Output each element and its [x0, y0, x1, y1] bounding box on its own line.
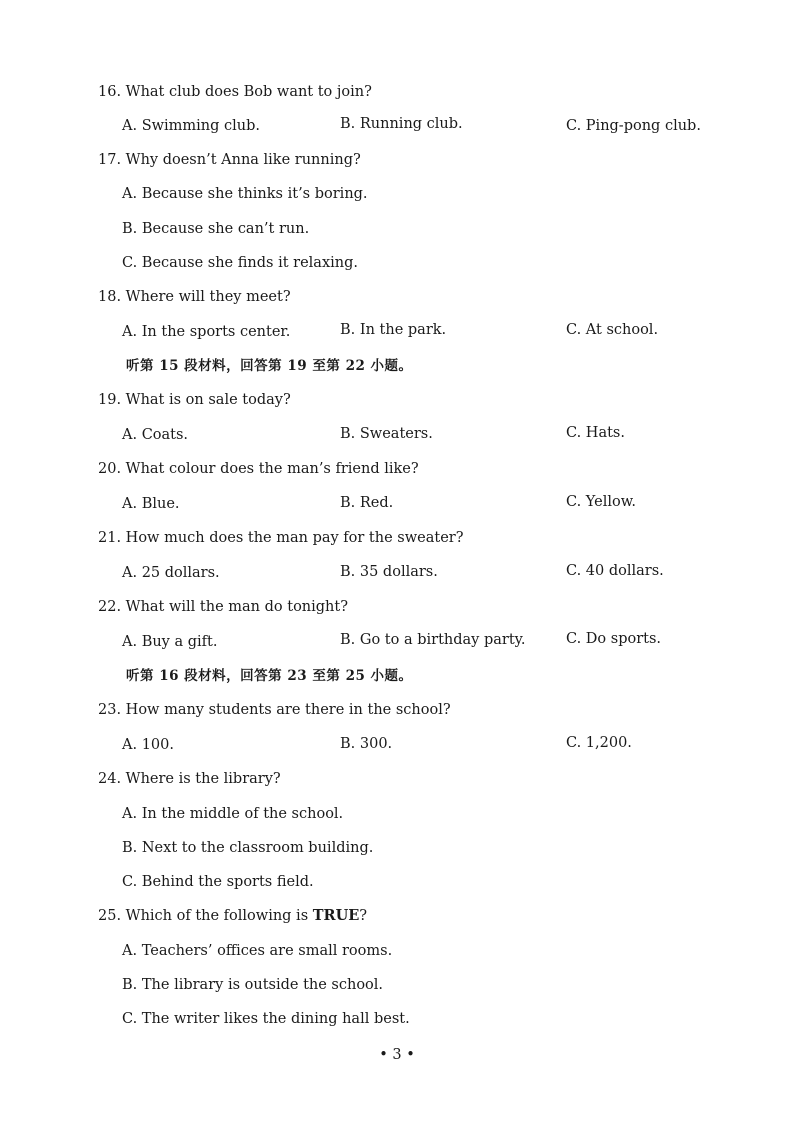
question-text-prefix: Which of the following is — [125, 908, 313, 924]
question-text-suffix: ? — [359, 908, 368, 924]
question-21-stem — [98, 528, 463, 548]
question-25-option-c: C. The writer likes the dining hall best. — [122, 1011, 410, 1027]
question-19-option-c: C. Hats. — [566, 425, 625, 441]
question-number: 22. — [98, 599, 122, 615]
question-number: 19. — [98, 392, 122, 408]
question-number: 25. — [98, 908, 122, 924]
question-20-option-b: B. Red. — [340, 495, 394, 511]
question-17-option-c: C. Because she finds it relaxing. — [122, 255, 358, 271]
question-23-stem — [98, 700, 451, 720]
question-22-option-c: C. Do sports. — [566, 631, 662, 647]
question-number: 21. — [98, 530, 122, 546]
question-number: 24. — [98, 771, 122, 787]
question-24-option-c: C. Behind the sports field. — [122, 874, 314, 890]
question-text: How much does the man pay for the sweater? — [125, 530, 464, 546]
question-17-option-b: B. Because she can’t run. — [122, 221, 310, 237]
section-heading-passage-15: 听第 15 段材料，回答第 19 至第 22 小题。 — [126, 358, 413, 374]
question-text: Where is the library? — [125, 771, 281, 787]
question-number: 17. — [98, 152, 122, 168]
question-22-option-b: B. Go to a birthday party. — [340, 632, 526, 648]
question-16-option-c: C. Ping-pong club. — [566, 118, 701, 134]
section-heading-passage-16: 听第 16 段材料，回答第 23 至第 25 小题。 — [126, 668, 413, 684]
question-text: Why doesn’t Anna like running? — [125, 152, 361, 168]
question-18-option-c: C. At school. — [566, 322, 659, 338]
question-18-option-a: A. In the sports center. — [122, 324, 291, 340]
question-21-option-b: B. 35 dollars. — [340, 564, 438, 580]
question-23-option-c: C. 1,200. — [566, 735, 632, 751]
question-18-stem — [98, 287, 291, 307]
question-text: How many students are there in the school? — [125, 702, 451, 718]
question-25-option-b: B. The library is outside the school. — [122, 977, 384, 993]
question-16-option-b: B. Running club. — [340, 116, 463, 132]
question-text-emphasis: TRUE — [312, 907, 360, 924]
question-19-stem — [98, 390, 291, 410]
question-17-stem — [98, 150, 361, 170]
question-text: What colour does the man’s friend like? — [125, 461, 419, 477]
question-20-stem — [98, 459, 419, 479]
question-23-option-a: A. 100. — [122, 737, 174, 753]
question-24-option-a: A. In the middle of the school. — [122, 806, 344, 822]
question-number: 16. — [98, 84, 122, 100]
question-text: What will the man do tonight? — [125, 599, 349, 615]
question-25-stem — [98, 906, 367, 926]
question-25-option-a: A. Teachers’ offices are small rooms. — [122, 943, 393, 959]
question-17-option-a: A. Because she thinks it’s boring. — [122, 186, 368, 202]
question-19-option-b: B. Sweaters. — [340, 426, 433, 442]
question-20-option-a: A. Blue. — [122, 496, 180, 512]
question-24-option-b: B. Next to the classroom building. — [122, 840, 374, 856]
question-23-option-b: B. 300. — [340, 736, 393, 752]
question-text: Where will they meet? — [125, 289, 291, 305]
question-16-option-a: A. Swimming club. — [122, 118, 261, 134]
question-number: 23. — [98, 702, 122, 718]
question-text: What club does Bob want to join? — [125, 84, 372, 100]
question-20-option-c: C. Yellow. — [566, 494, 636, 510]
question-18-option-b: B. In the park. — [340, 322, 447, 338]
question-21-option-c: C. 40 dollars. — [566, 563, 664, 579]
question-21-option-a: A. 25 dollars. — [122, 565, 220, 581]
question-24-stem — [98, 769, 281, 789]
question-19-option-a: A. Coats. — [122, 427, 189, 443]
page-number: • 3 • — [379, 1047, 415, 1063]
question-number: 20. — [98, 461, 122, 477]
question-number: 18. — [98, 289, 122, 305]
question-22-option-a: A. Buy a gift. — [122, 634, 218, 650]
question-16-stem — [98, 82, 372, 102]
question-text: What is on sale today? — [125, 392, 291, 408]
question-22-stem — [98, 597, 348, 617]
